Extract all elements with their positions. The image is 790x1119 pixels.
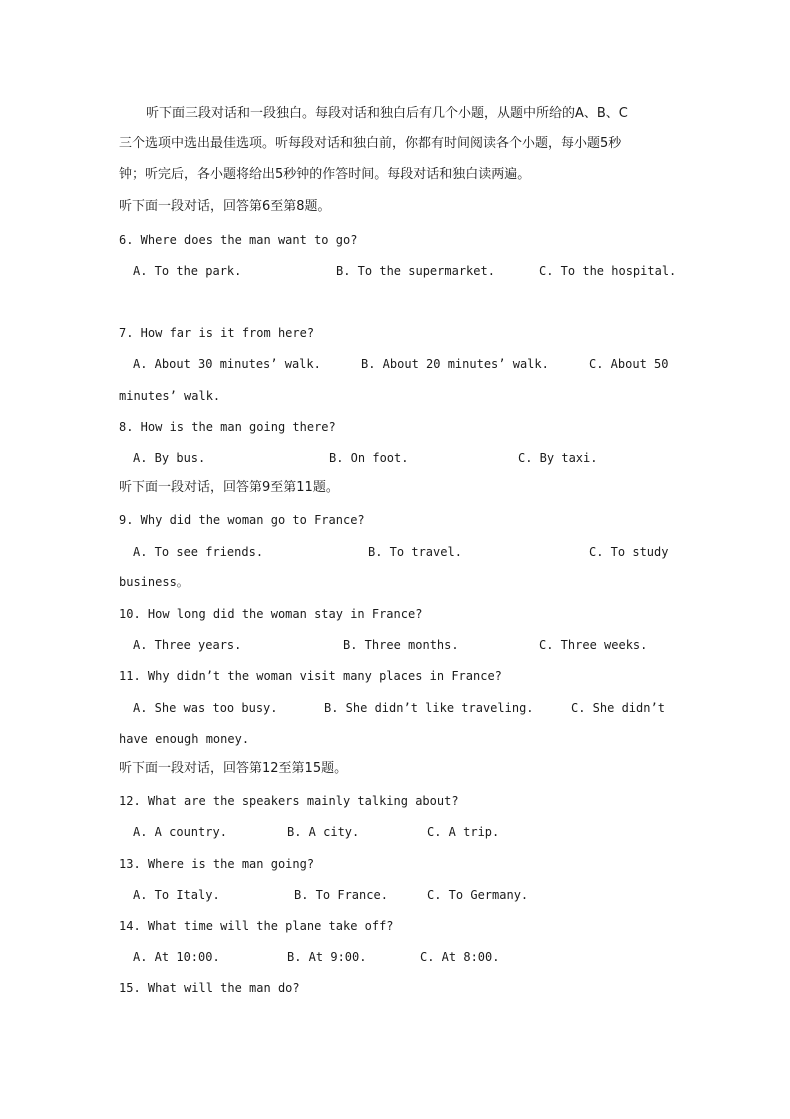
instructions-line-1: 听下面三段对话和一段独白。每段对话和独白后有几个小题，从题中所给的A、B、C <box>146 106 628 121</box>
question-8-option-c: C. By taxi. <box>518 451 598 465</box>
question-11-option-c: C. She didn’t <box>571 701 665 715</box>
question-9-option-b: B. To travel. <box>368 545 462 559</box>
question-7-stem: 7. How far is it from here? <box>119 326 315 340</box>
question-14-option-b: B. At 9:00. <box>287 950 367 964</box>
question-10-option-c: C. Three weeks. <box>539 638 648 652</box>
question-13-option-a: A. To Italy. <box>133 888 220 902</box>
question-9-option-c-cont: business。 <box>119 575 189 589</box>
question-6-option-a: A. To the park. <box>133 264 242 278</box>
question-8-option-b: B. On foot. <box>329 451 409 465</box>
question-12-option-a: A. A country. <box>133 825 227 839</box>
question-15-stem: 15. What will the man do? <box>119 981 300 995</box>
instructions-line-2: 三个选项中选出最佳选项。听每段对话和独白前，你都有时间阅读各个小题，每小题5秒 <box>119 136 622 151</box>
question-12-option-c: C. A trip. <box>427 825 500 839</box>
question-9-option-c: C. To study <box>589 545 669 559</box>
question-11-option-a: A. She was too busy. <box>133 701 278 715</box>
question-7-option-c: C. About 50 <box>589 357 669 371</box>
question-11-option-b: B. She didn’t like traveling. <box>324 701 534 715</box>
question-11-option-c-cont: have enough money. <box>119 732 250 746</box>
question-6-option-c: C. To the hospital. <box>539 264 677 278</box>
question-9-stem: 9. Why did the woman go to France? <box>119 513 365 527</box>
question-8-stem: 8. How is the man going there? <box>119 420 336 434</box>
question-6-option-b: B. To the supermarket. <box>336 264 495 278</box>
question-13-option-c: C. To Germany. <box>427 888 529 902</box>
section-heading-2: 听下面一段对话，回答第9至第11题。 <box>119 480 339 495</box>
question-7-option-b: B. About 20 minutes’ walk. <box>361 357 549 371</box>
section-heading-1: 听下面一段对话，回答第6至第8题。 <box>119 199 331 214</box>
question-10-option-a: A. Three years. <box>133 638 242 652</box>
question-7-option-c-cont: minutes’ walk. <box>119 389 221 403</box>
question-13-stem: 13. Where is the man going? <box>119 857 315 871</box>
question-13-option-b: B. To France. <box>294 888 388 902</box>
question-14-stem: 14. What time will the plane take off? <box>119 919 394 933</box>
question-9-option-a: A. To see friends. <box>133 545 264 559</box>
question-10-option-b: B. Three months. <box>343 638 459 652</box>
question-7-option-a: A. About 30 minutes’ walk. <box>133 357 321 371</box>
question-14-option-c: C. At 8:00. <box>420 950 500 964</box>
question-10-stem: 10. How long did the woman stay in France? <box>119 607 423 621</box>
question-14-option-a: A. At 10:00. <box>133 950 220 964</box>
instructions-line-3: 钟；听完后，各小题将给出5秒钟的作答时间。每段对话和独白读两遍。 <box>119 167 531 182</box>
question-6-stem: 6. Where does the man want to go? <box>119 233 358 247</box>
question-12-stem: 12. What are the speakers mainly talking about? <box>119 794 459 808</box>
section-heading-3: 听下面一段对话，回答第12至第15题。 <box>119 761 348 776</box>
question-12-option-b: B. A city. <box>287 825 360 839</box>
question-11-stem: 11. Why didn’t the woman visit many places in France? <box>119 669 502 683</box>
question-8-option-a: A. By bus. <box>133 451 206 465</box>
